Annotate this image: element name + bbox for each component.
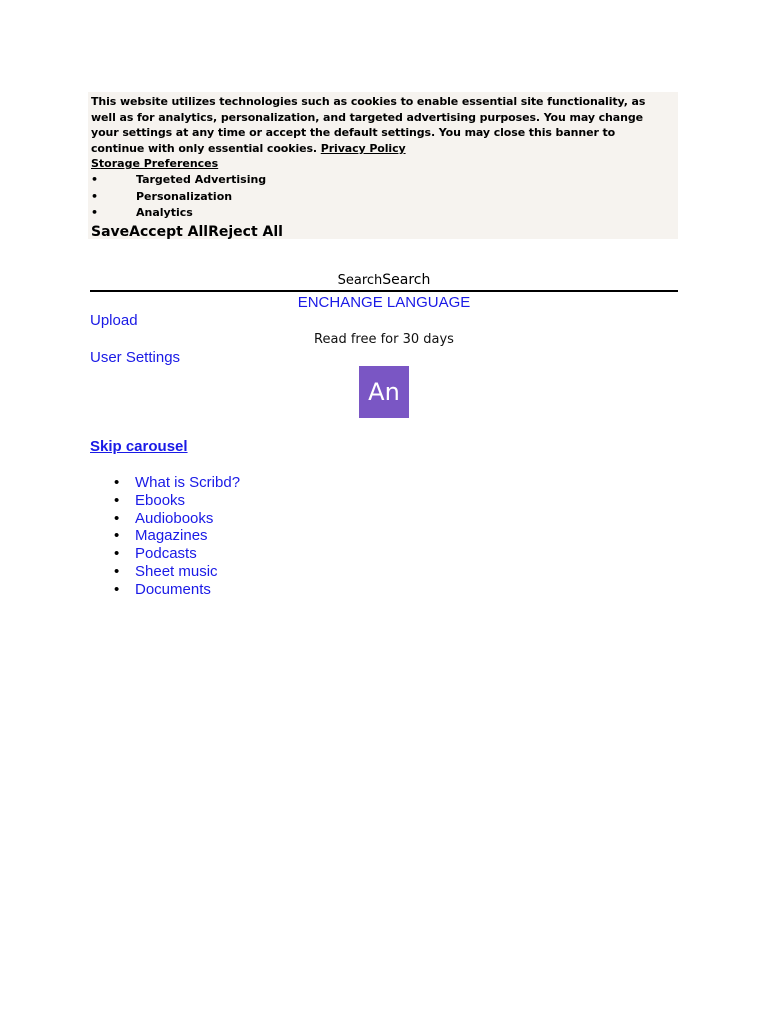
nav-item-documents[interactable] [90,581,240,599]
nav-item-label: Documents [135,580,211,598]
bullet-icon: • [114,545,120,563]
bullet-icon: • [114,580,120,598]
preference-item-analytics[interactable] [91,205,675,222]
accept-all-button[interactable]: Accept All [129,223,209,240]
nav-item-label: Audiobooks [135,509,214,527]
bullet-icon: • [91,173,99,187]
nav-item-audiobooks[interactable] [90,510,240,528]
bullet-icon: • [114,509,120,527]
bullet-icon: • [114,474,120,491]
reject-all-button[interactable]: Reject All [208,223,283,240]
search-bar[interactable] [90,268,678,292]
bullet-icon: • [114,527,120,545]
search-button[interactable]: Search [382,272,431,288]
nav-item-ebooks[interactable] [90,492,240,510]
preference-label: Personalization [136,189,233,203]
cookie-banner [88,92,678,239]
nav-item-podcasts[interactable] [90,545,240,563]
nav-item-label: What is Scribd? [135,474,241,491]
cookie-message-text: This website utilizes technologies such as cookies to enable essential site functionality, as well as for analytics, personalization, and targeted advertising purposes. You may change your settings at any time or accept the default settings. You may close this banner to continue with only essential cookies. [91,95,646,155]
bullet-icon: • [91,189,99,203]
preference-item-personalization[interactable] [91,189,675,206]
bullet-icon: • [114,491,120,509]
change-language-link[interactable]: ENCHANGE LANGUAGE [297,294,471,311]
bullet-icon: • [91,206,99,220]
cookie-message [91,94,671,156]
preference-label: Analytics [136,206,193,220]
banner-actions [91,223,675,241]
nav-item-label: Magazines [135,527,208,545]
nav-item-label: Ebooks [135,491,186,509]
read-free-text[interactable]: Read free for 30 days [314,332,454,347]
upload-link[interactable]: Upload [90,312,138,329]
bullet-icon: • [114,562,120,580]
skip-carousel-link[interactable]: Skip carousel [90,438,188,455]
user-settings-link[interactable]: User Settings [90,349,181,366]
storage-preferences-title: Storage Preferences [91,157,219,171]
preference-item-targeted-advertising[interactable] [91,172,675,189]
nav-item-label: Podcasts [135,545,197,563]
preference-label: Targeted Advertising [136,173,267,187]
nav-item-what-is-scribd[interactable] [90,474,240,492]
nav-item-label: Sheet music [135,562,218,580]
save-button[interactable]: Save [91,223,130,240]
nav-item-magazines[interactable] [90,527,240,545]
privacy-policy-link[interactable]: Privacy Policy [320,141,406,155]
preference-list [91,172,675,222]
nav-item-sheet-music[interactable] [90,563,240,581]
user-avatar[interactable]: An [359,366,409,418]
category-nav-list [90,474,240,599]
search-label: Search [337,273,383,288]
